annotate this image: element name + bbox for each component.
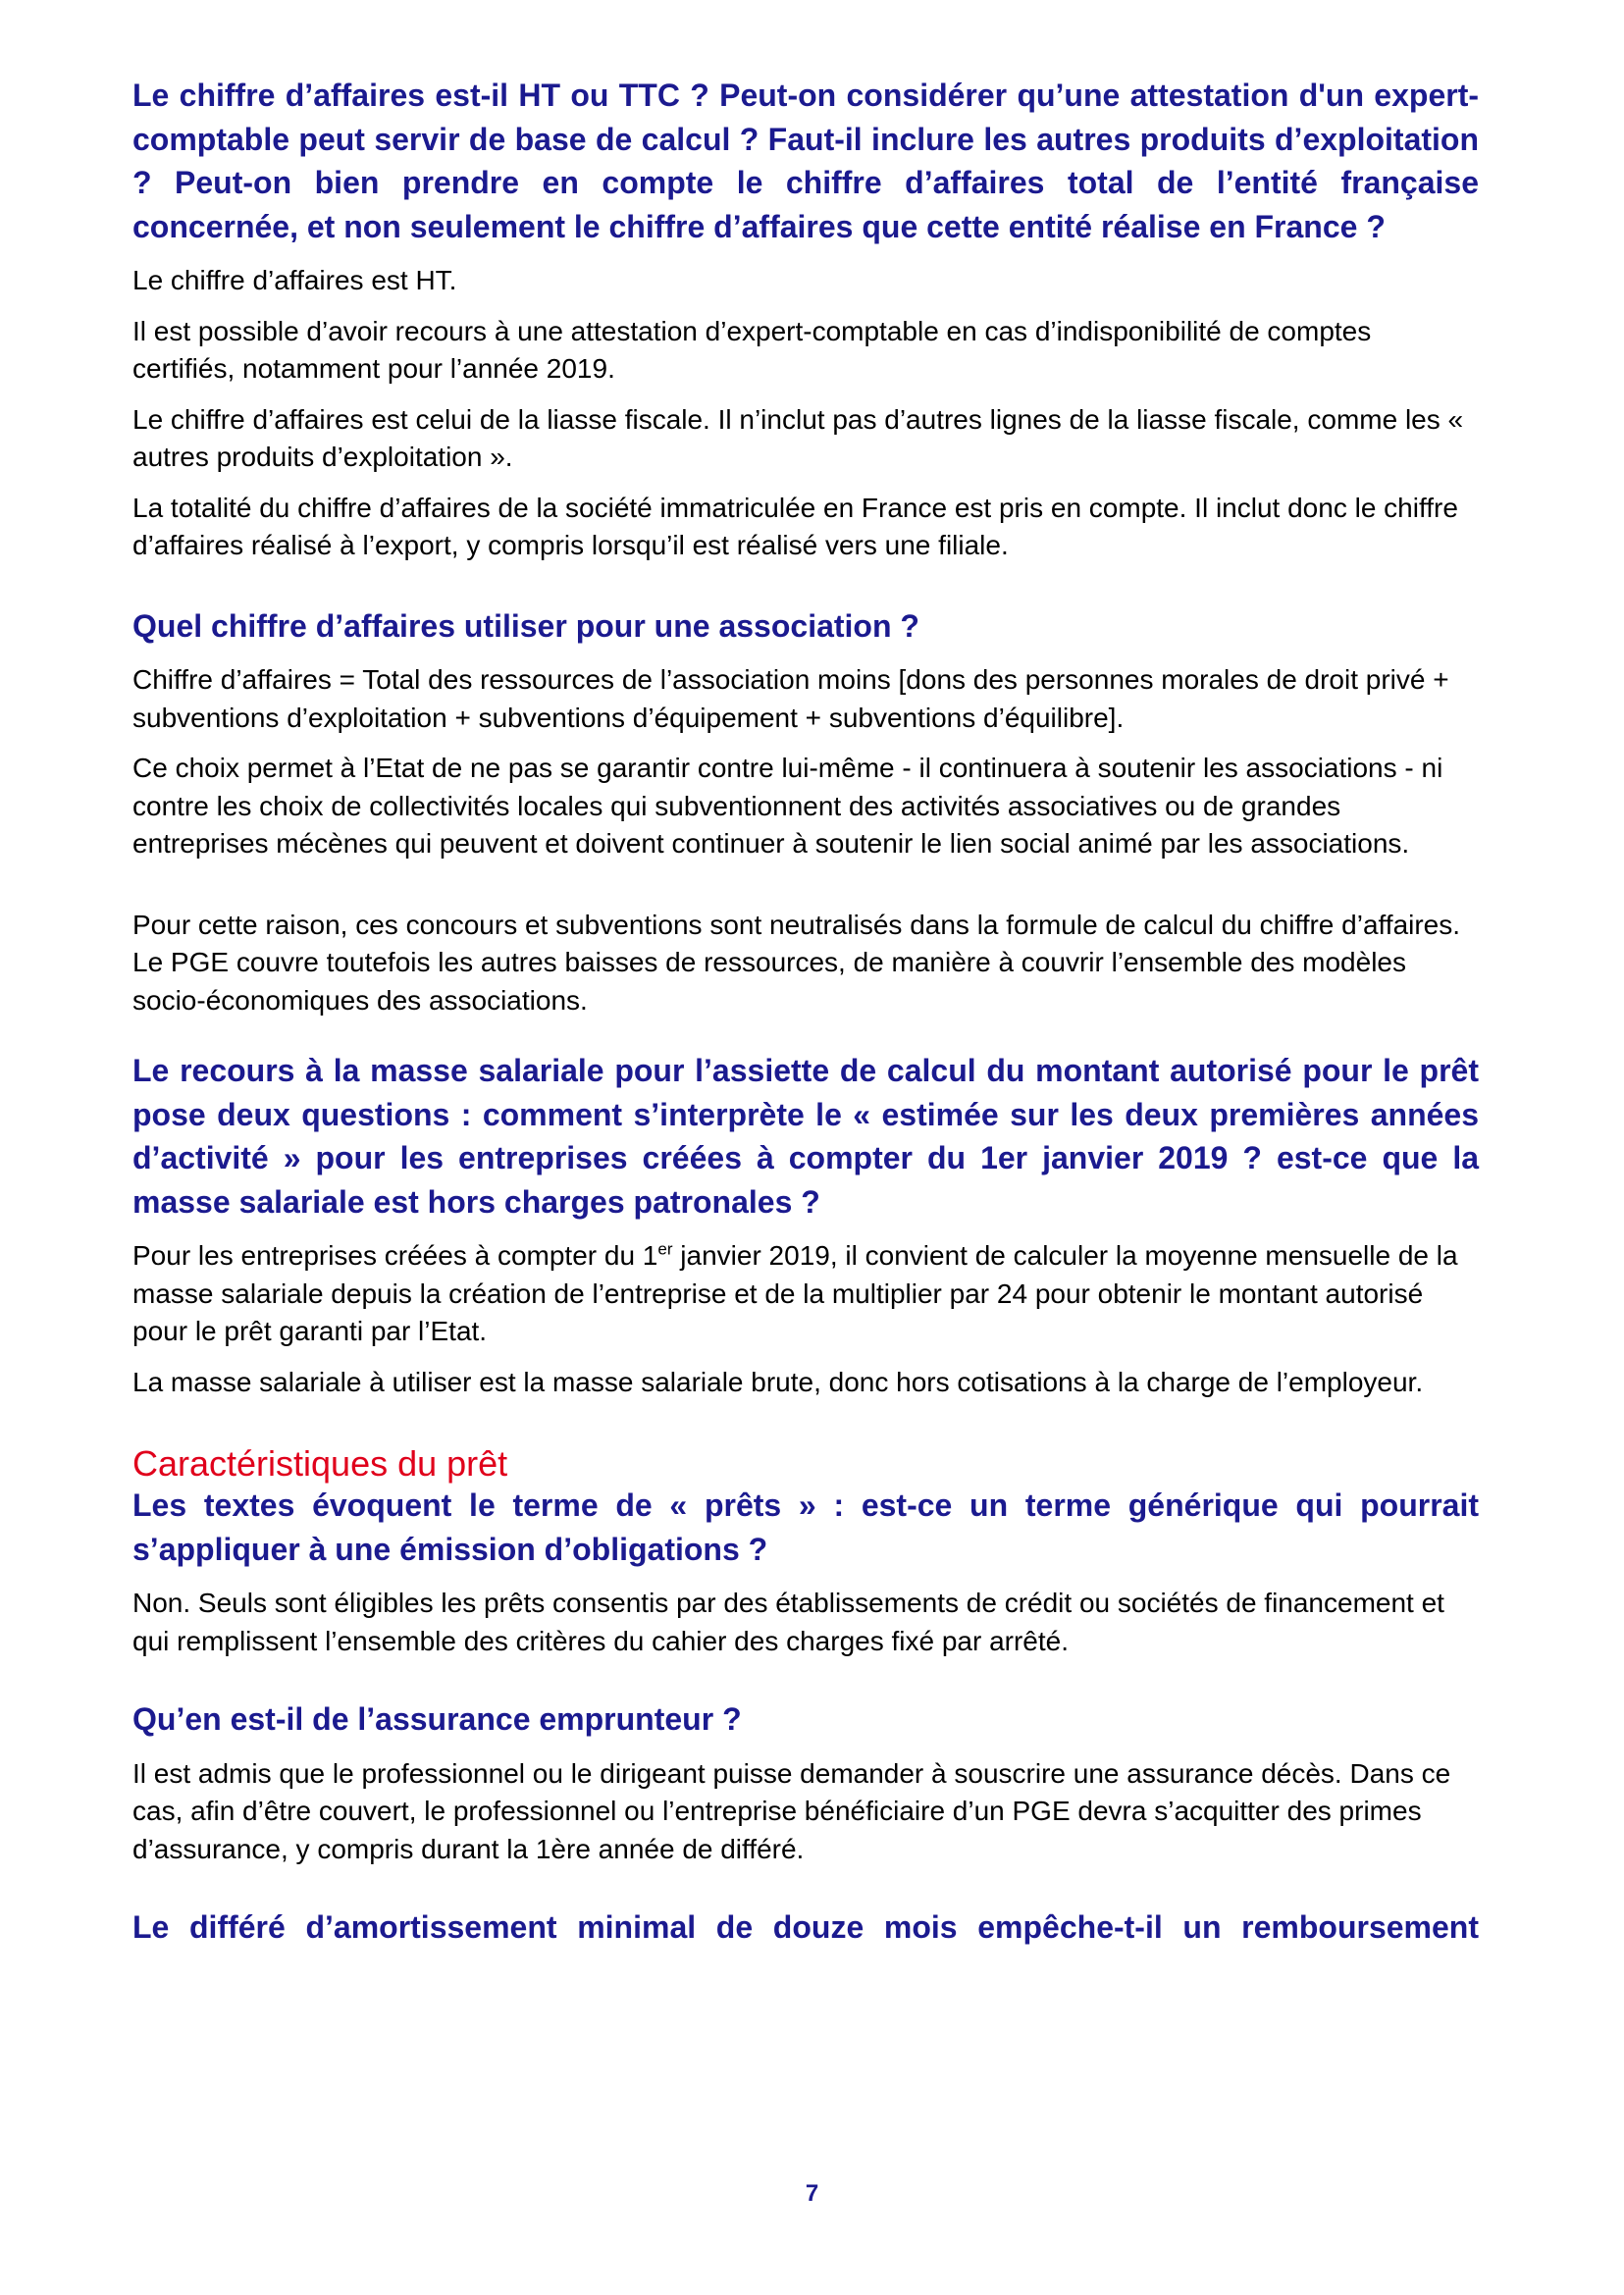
paragraph-ca-ht: Le chiffre d’affaires est HT. [132,265,457,295]
paragraph-attestation: Il est possible d’avoir recours à une attestation d’expert-comptable en cas d’indisponibilité de comptes certifiés, notamment pour l’année 2019. [132,315,1372,384]
paragraph-totalite-ca: La totalité du chiffre d’affaires de la société immatriculée en France est pris en compte. Il inclut donc le chiffre d’affaires réalisé à l’export, y compris lorsqu’il est réalisé vers une filiale. [132,492,1458,560]
paragraph-prets-eligibles: Non. Seuls sont éligibles les prêts consentis par des établissements de crédit ou sociétés de financement et qui remplissent l’ensemble des critères du cahier des charges fixé par arrêté. [132,1588,1444,1656]
question-heading-prets-obligations: Les textes évoquent le terme de « prêts » : est-ce un terme générique qui pourrait s’appliquer à une émission d’obligations ? [132,1487,1479,1567]
paragraph-entreprises-creees: Pour les entreprises créées à compter du 1er janvier 2019, il convient de calculer la moyenne mensuelle de la masse salariale depuis la création de l’entreprise et de la multiplier par 24 pour obtenir le montant autorisé pour le prêt garanti par l’Etat. [132,1239,1458,1346]
paragraph-masse-brute: La masse salariale à utiliser est la masse salariale brute, donc hors cotisations à la charge de l’employeur. [132,1366,1424,1397]
question-heading-differe: Le différé d’amortissement minimal de douze mois empêche-t-il un remboursement [132,1909,1479,1945]
paragraph-choix-etat: Ce choix permet à l’Etat de ne pas se garantir contre lui-même - il continuera à soutenir les associations - ni contre les choix de collectivités locales qui subventionnent des activités associatives ou de grandes entreprises mécènes qui peuvent et doivent continuer à soutenir le lien social animé par les associations. [132,753,1443,859]
page-number: 7 [805,2180,819,2207]
paragraph-neutralisation: Pour cette raison, ces concours et subventions sont neutralisés dans la formule de calcul du chiffre d’affaires. Le PGE couvre toutefois les autres baisses de ressources, de manière à couvrir l’ensemble des modèles socio-économiques des associations. [132,909,1461,1016]
question-heading-masse-salariale: Le recours à la masse salariale pour l’assiette de calcul du montant autorisé pour le prêt pose deux questions : comment s’interprète le « estimée sur les deux premières années d’activité » pour les entreprises créées à compter du 1er janvier 2019 ? est-ce que la masse salariale est hors charges patronales ? [132,1053,1479,1220]
question-heading-association: Quel chiffre d’affaires utiliser pour une association ? [132,607,919,644]
paragraph-assurance-deces: Il est admis que le professionnel ou le dirigeant puisse demander à souscrire une assurance décès. Dans ce cas, afin d’être couvert, le professionnel ou l’entreprise bénéficiaire d’un PGE devra s’acquitter des primes d’assurance, y compris durant la 1ère année de différé. [132,1757,1451,1864]
paragraph-liasse-fiscale: Le chiffre d’affaires est celui de la liasse fiscale. Il n’inclut pas d’autres lignes de la liasse fiscale, comme les « autres produits d’exploitation ». [132,403,1464,472]
question-heading-assurance: Qu’en est-il de l’assurance emprunteur ? [132,1701,742,1737]
question-heading-ca-ht-ttc: Le chiffre d’affaires est-il HT ou TTC ? Peut-on considérer qu’une attestation d'un expert-comptable peut servir de base de calcul ? Faut-il inclure les autres produits d’exploitation ? Peut-on bien prendre en compte le chiffre d’affaires total de l’entité française concernée, et non seulement le chiffre d’affaires que cette entité réalise en France ? [132,78,1479,244]
paragraph-formule-association: Chiffre d’affaires = Total des ressources de l’association moins [dons des personnes morales de droit privé + subventions d’exploitation + subventions d’équipement + subventions d’équilibre]. [132,664,1449,733]
section-heading-caracteristiques: Caractéristiques du prêt [132,1443,508,1484]
